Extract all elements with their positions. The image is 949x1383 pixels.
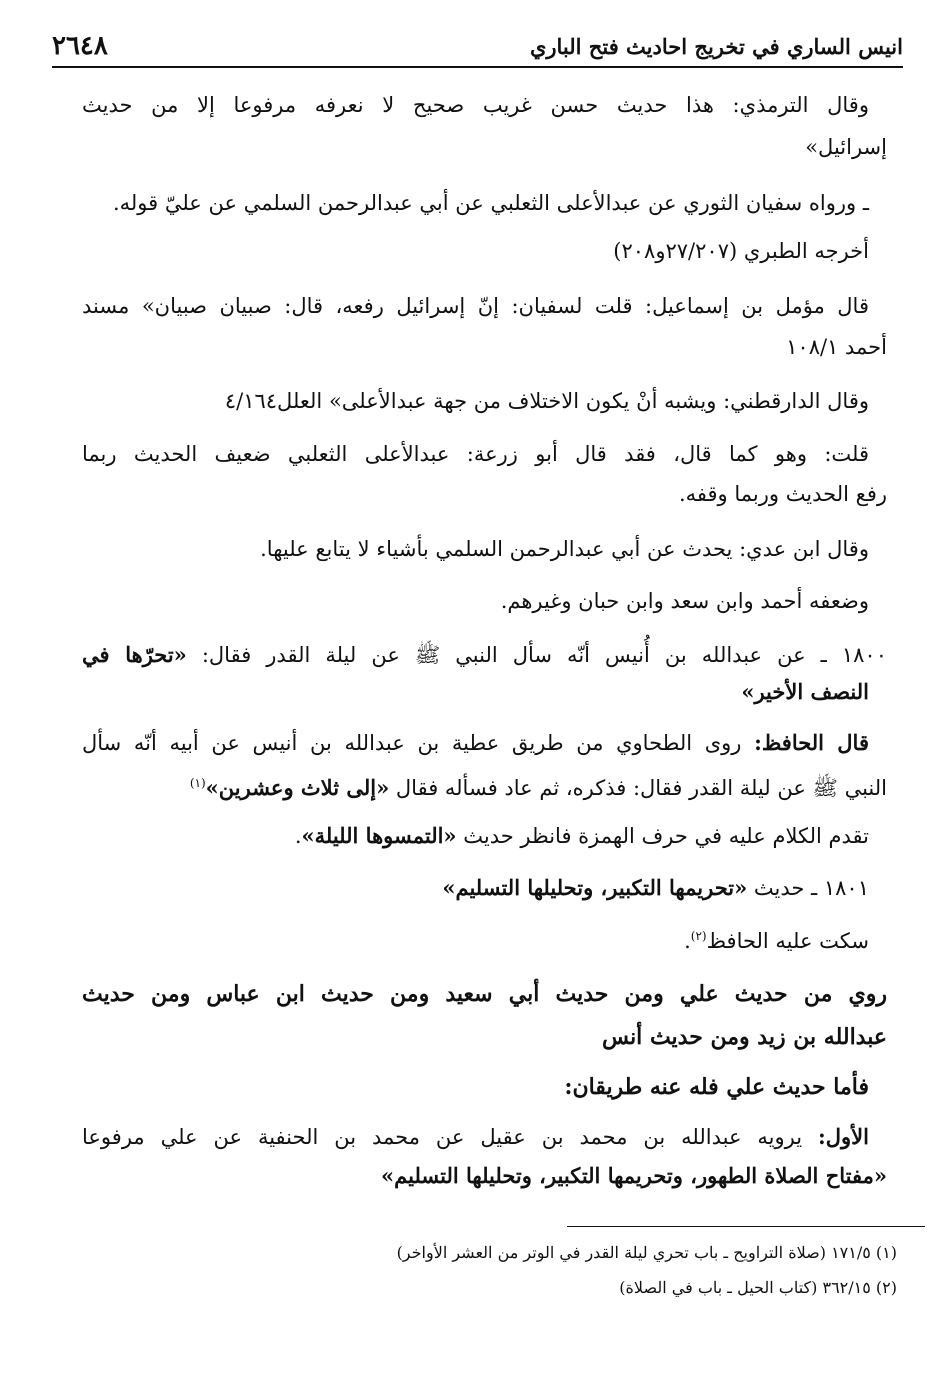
hafiz-label: قال الحافظ: — [754, 730, 869, 755]
text-line: ـ ورواه سفيان الثوري عن عبدالأعلى الثعلبي عن أبي عبدالرحمن السلمي عن عليّ قوله. — [112, 191, 869, 215]
cross-ref-quote: «التمسوها الليلة» — [301, 823, 457, 848]
page-number: ٢٦٤٨ — [52, 31, 108, 61]
hafiz-quote: «إلى ثلاث وعشرين» — [205, 775, 390, 800]
hafiz-line-2 — [82, 766, 887, 805]
cross-ref-end: . — [294, 824, 302, 848]
text-line: قلت: وهو كما قال، فقد قال أبو زرعة: عبدالأعلى الثعلبي ضعيف الحديث ربما — [82, 442, 869, 466]
section-heading-line1: روي من حديث علي ومن حديث أبي سعيد ومن حديث ابن عباس ومن حديث — [82, 981, 887, 1007]
silent-line — [82, 919, 869, 958]
hadith-1801-line — [82, 871, 869, 905]
hafiz-text-2: النبي ﷺ عن ليلة القدر فقال: فذكره، ثم عاد فسأله فقال — [389, 776, 887, 800]
first-route-text: يرويه عبدالله بن محمد بن عقيل عن محمد بن الحنفية عن علي مرفوعا — [82, 1125, 819, 1149]
text-line: أخرجه الطبري (٢٧/٢٠٧و٢٠٨) — [613, 239, 869, 263]
hadith-intro: ١٨٠٠ ـ عن عبدالله بن أُنيس أنّه سأل النبي ﷺ عن ليلة القدر فقال: — [186, 643, 887, 667]
page-header — [52, 26, 903, 68]
hafiz-text: روى الطحاوي من طريق عطية بن عبدالله بن أنيس عن أبيه أنّه سأل — [82, 731, 755, 755]
section-heading-line2: عبدالله بن زيد ومن حديث أنس — [602, 1024, 887, 1050]
section-subheading: فأما حديث علي فله عنه طريقان: — [564, 1074, 869, 1100]
hadith-1801-quote: «تحريمها التكبير، وتحليلها التسليم» — [442, 875, 748, 900]
hadith-quote: «تحرّها في — [82, 642, 187, 667]
text-line: قال مؤمل بن إسماعيل: قلت لسفيان: إنّ إسرائيل رفعه، قال: صبيان صبيان» مسند — [82, 294, 869, 318]
footnote: (١) ١٧١/٥ (صلاة التراويح ـ باب تحري ليلة القدر في الوتر من العشر الأواخر) — [396, 1243, 897, 1262]
footnote-separator — [567, 1226, 925, 1227]
hafiz-line — [82, 726, 869, 760]
running-title: انيس الساري في تخريج احاديث فتح الباري — [529, 33, 903, 59]
hadith-1801-intro: ١٨٠١ ـ حديث — [747, 876, 869, 900]
first-route-quote: «مفتاح الصلاة الطهور، وتحريمها التكبير، وتحليلها التسليم» — [381, 1163, 887, 1188]
text-line: رفع الحديث وربما وقفه. — [678, 482, 887, 506]
cross-ref-text: تقدم الكلام عليه في حرف الهمزة فانظر حديث — [456, 824, 869, 848]
text-line: وضعفه أحمد وابن سعد وابن حبان وغيرهم. — [500, 589, 869, 613]
text-line: إسرائيل» — [805, 135, 887, 159]
first-route-label: الأول: — [818, 1124, 869, 1149]
text-line: أحمد ١٠٨/١ — [786, 335, 887, 359]
first-route-line — [82, 1120, 869, 1154]
text-line: وقال الترمذي: هذا حديث حسن غريب صحيح لا نعرفه مرفوعا إلا من حديث — [82, 93, 869, 117]
text-line: وقال ابن عدي: يحدث عن أبي عبدالرحمن السلمي بأشياء لا يتابع عليها. — [260, 537, 869, 561]
footnote: (٢) ٣٦٢/١٥ (كتاب الحيل ـ باب في الصلاة) — [619, 1278, 897, 1297]
text-line: وقال الدارقطني: ويشبه أنْ يكون الاختلاف من جهة عبدالأعلى» العلل٤/١٦٤ — [224, 389, 869, 413]
hadith-1800-line1 — [82, 638, 887, 672]
footnote-ref: (٢) — [690, 929, 707, 943]
hadith-quote-cont: النصف الأخير» — [741, 679, 869, 704]
cross-ref-line — [82, 819, 869, 853]
footnote-ref: (١) — [189, 776, 206, 790]
silent-end: . — [684, 929, 691, 953]
silent-text: سكت عليه الحافظ — [706, 929, 869, 953]
